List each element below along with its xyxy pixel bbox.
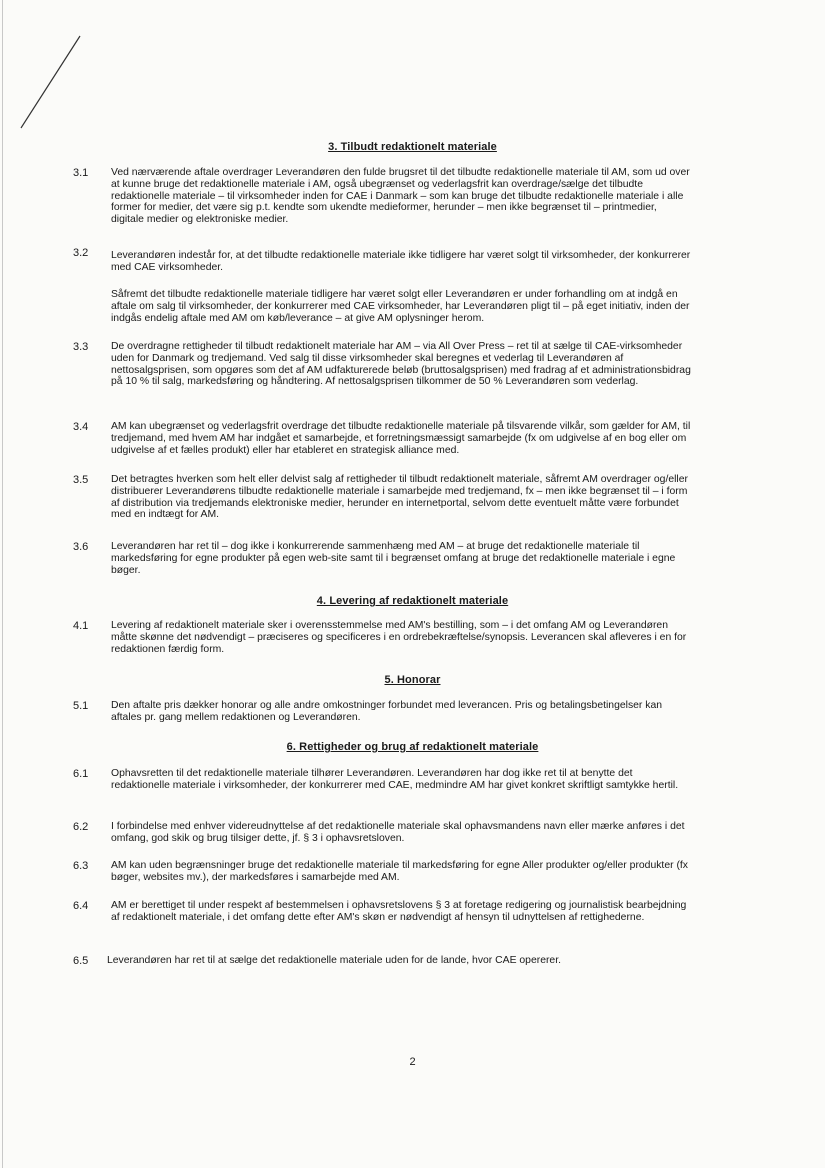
clause-3-2-text: Leverandøren indestår for, at det tilbudte redaktionelle materiale ikke tidligere har været solgt til virksomheder, der konkurrerer med CAE virksomheder.	[111, 250, 691, 273]
clause-number-3-5: 3.5	[73, 474, 89, 486]
clause-6-5-text: Leverandøren har ret til at sælge det redaktionelle materiale uden for de lande, hvor CAE opererer.	[107, 955, 561, 966]
page-number: 2	[409, 1056, 416, 1068]
clause-number-3-1: 3.1	[73, 167, 89, 179]
clause-3-1-text: Ved nærværende aftale overdrager Leverandøren den fulde brugsret til det tilbudte redaktionelle materiale til AM, som ud over at kunne bruge det redaktionelle materiale i AM, også ubegrænset og vederlagsfrit kan overdrage/sælge det tilbudte redaktionelle materiale – til virksomheder inden for CAE i Danmark – som kan bruge det tilbudte redaktionelle materiale i alle former for medier, det være sig p.t. kendte som ukendte medieformer, herunder – men ikke begrænset til – printmedier, digitale medier og elektroniske medier.	[111, 167, 690, 226]
clause-number-6-1: 6.1	[73, 768, 89, 780]
clause-number-3-4: 3.4	[73, 421, 89, 433]
clause-6-4-text: AM er berettiget til under respekt af bestemmelsen i ophavsretslovens § 3 at foretage redigering og journalistisk bearbejdning af redaktionelt materiale, i det omfang dette efter AM's skøn er nødvendigt af hensyn til udnyttelsen af rettighederne.	[111, 900, 687, 923]
clause-number-6-2: 6.2	[73, 821, 89, 833]
section-4-heading: 4. Levering af redaktionelt materiale	[316, 595, 509, 607]
clause-3-5-text: Det betragtes hverken som helt eller delvist salg af rettigheder til tilbudt redaktionelt materiale, såfremt AM overdrager og/eller distribuerer Leverandørens tilbudte redaktionelle materiale i samarbejde med tredjemand, fx – men ikke begrænset til – i form af distribution via tredjemands elektroniske medier, herunder en internetportal, selvom dette eventuelt måtte være forbundet med en indtægt for AM.	[111, 474, 688, 521]
clause-number-3-6: 3.6	[73, 541, 89, 553]
scan-edge-line	[2, 0, 3, 1168]
section-3-heading: 3. Tilbudt redaktionelt materiale	[328, 141, 497, 153]
clause-6-3-text: AM kan uden begrænsninger bruge det redaktionelle materiale til markedsføring for egne Aller produkter og/eller produkter (fx bøger, websites mv.), der markedsføres i samarbejde med AM.	[111, 860, 688, 883]
clause-3-2-continuation-text: Såfremt det tilbudte redaktionelle materiale tidligere har været solgt eller Leverandøren er under forhandling om at indgå en aftale om salg til virksomheder, der konkurrerer med CAE virksomheder, har Leverandøren pligt til – på eget initiativ, inden der indgås endelig aftale med AM om køb/leverance – at give AM oplysninger herom.	[111, 289, 690, 324]
section-6-heading: 6. Rettigheder og brug af redaktionelt materiale	[286, 741, 539, 753]
clause-4-1-text: Levering af redaktionelt materiale sker i overensstemmelse med AM's bestilling, som – i det omfang AM og Leverandøren måtte skønne det nødvendigt – præciseres og specificeres i en ordrebekræftelse/synopsis. Leverancen skal afleveres i en for redaktionen færdig form.	[111, 620, 687, 655]
clause-3-4-text: AM kan ubegrænset og vederlagsfrit overdrage det tilbudte redaktionelle materiale på tilsvarende vilkår, som gælder for AM, til tredjemand, med hvem AM har indgået et samarbejde, et forretningsmæssigt samarbejde (fx om udgivelse af en bog eller om udgivelse af et fælles produkt) eller har etableret en strategisk alliance med.	[111, 421, 691, 456]
clause-3-6-text: Leverandøren har ret til – dog ikke i konkurrerende sammenhæng med AM – at bruge det redaktionelle materiale til markedsføring for egne produkter på egen web-site samt til i begrænset omfang at bruge det redaktionelle materiale i egne bøger.	[111, 541, 676, 576]
pen-stroke-mark	[0, 0, 120, 140]
clause-number-6-4: 6.4	[73, 900, 89, 912]
clause-number-6-5: 6.5	[73, 955, 89, 967]
clause-6-2-text: I forbindelse med enhver videreudnyttelse af det redaktionelle materiale skal ophavsmandens navn eller mærke anføres i det omfang, god skik og brug tilsiger dette, jf. § 3 i ophavsretsloven.	[111, 821, 685, 844]
clause-6-1-text: Ophavsretten til det redaktionelle materiale tilhører Leverandøren. Leverandøren har dog ikke ret til at benytte det redaktionelle materiale i virksomheder, der konkurrerer med CAE, medmindre AM har givet konkret skriftligt samtykke hertil.	[111, 768, 679, 791]
clause-number-6-3: 6.3	[73, 860, 89, 872]
clause-number-3-2: 3.2	[73, 247, 89, 259]
clause-5-1-text: Den aftalte pris dækker honorar og alle andre omkostninger forbundet med leverancen. Pris og betalingsbetingelser kan aftales pr. gang mellem redaktionen og Leverandøren.	[111, 700, 663, 723]
section-5-heading: 5. Honorar	[384, 674, 441, 686]
clause-number-5-1: 5.1	[73, 700, 89, 712]
clause-3-3-text: De overdragne rettigheder til tilbudt redaktionelt materiale har AM – via All Over Press – ret til at sælge til CAE-virksomheder uden for Danmark og tredjemand. Ved salg til disse virksomheder skal beregnes et vederlag til Leverandøren af nettosalgsprisen, som opgøres som det af AM udfakturerede beløb (bruttosalgsprisen) med fradrag af et administrationsbidrag på 10 % til salg, markedsføring og håndtering. Af nettosalgsprisen tilkommer de 50 % Leverandøren som vederlag.	[111, 341, 691, 388]
clause-number-3-3: 3.3	[73, 341, 89, 353]
clause-number-4-1: 4.1	[73, 620, 89, 632]
